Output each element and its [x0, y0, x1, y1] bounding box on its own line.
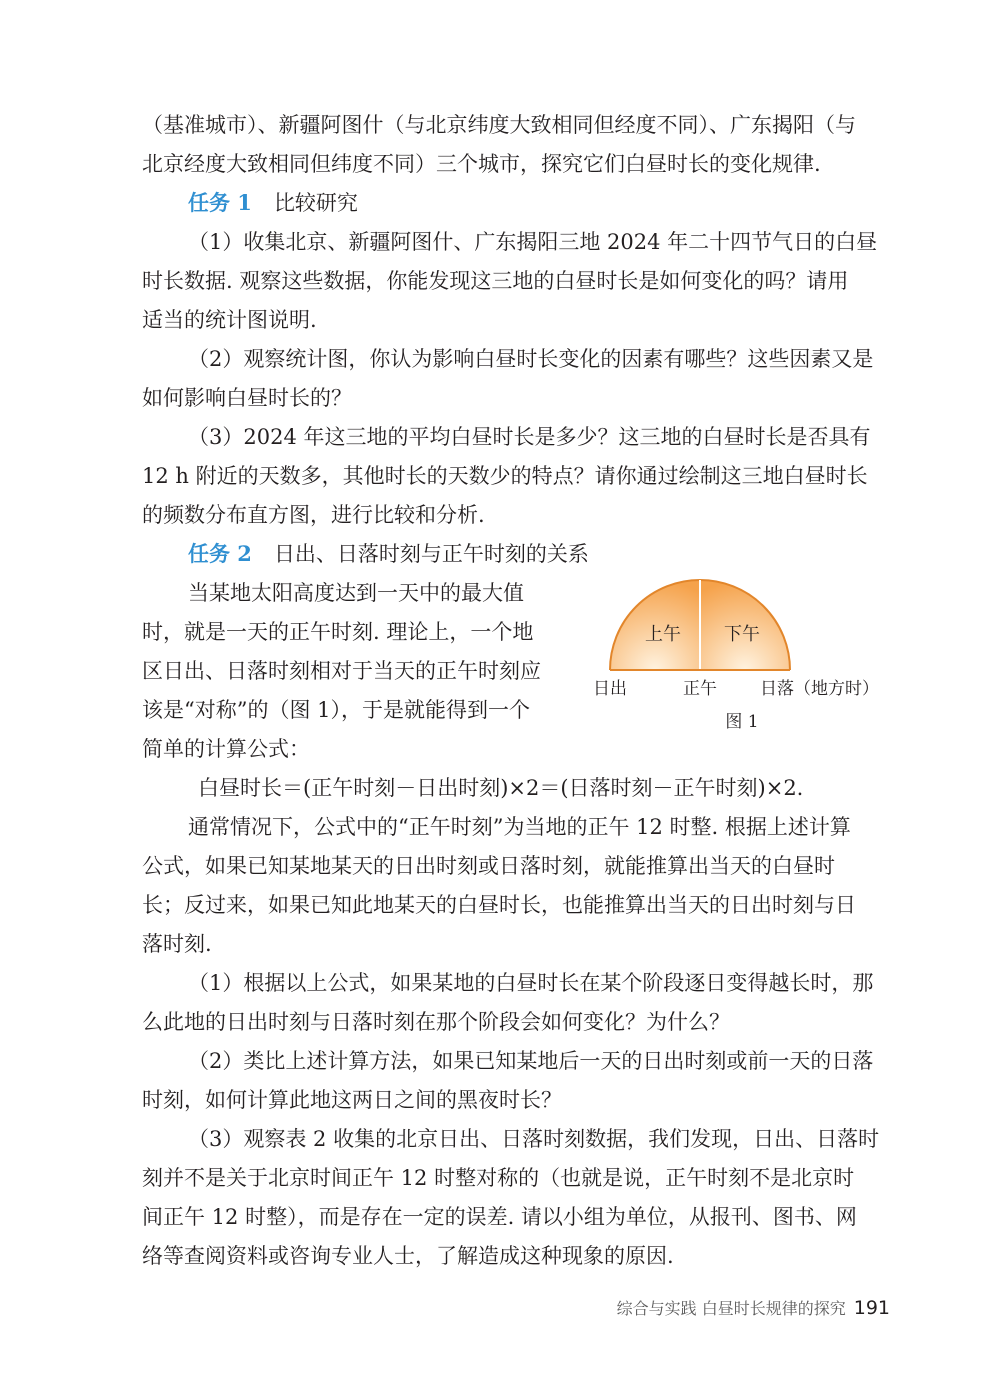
task2-q3-line: 间正午 12 时整），而是存在一定的误差. 请以小组为单位，从报刊、图书、网	[142, 1205, 857, 1229]
task1-title: 比较研究	[273, 191, 358, 215]
explanation-line: 长；反过来，如果已知此地某天的白昼时长，也能推算出当天的日出时刻与日	[142, 893, 856, 917]
explanation-line: 落时刻.	[142, 932, 212, 956]
sunset-label: 日落（地方时）	[760, 679, 879, 699]
task1-q2-line: 如何影响白昼时长的？	[142, 386, 352, 410]
task2-paragraph-line: 区日出、日落时刻相对于当天的正午时刻应	[142, 659, 541, 683]
daylight-formula: 白昼时长＝(正午时刻－日出时刻)×2＝(日落时刻－正午时刻)×2.	[198, 776, 804, 800]
task1-q1-line: 适当的统计图说明.	[142, 308, 317, 332]
noon-label: 正午	[683, 679, 717, 699]
explanation-line: 公式，如果已知某地某天的日出时刻或日落时刻，就能推算出当天的白昼时	[142, 854, 835, 878]
explanation-line: 通常情况下，公式中的“正午时刻”为当地的正午 12 时整. 根据上述计算	[188, 815, 851, 839]
task1-q3-line: 的频数分布直方图，进行比较和分析.	[142, 503, 485, 527]
page-number: 191	[853, 1297, 890, 1319]
task2-paragraph-line: 简单的计算公式：	[142, 737, 310, 761]
task2-q3-line: （3）观察表 2 收集的北京日出、日落时刻数据，我们发现，日出、日落时	[188, 1127, 880, 1151]
task2-paragraph-line: 该是“对称”的（图 1），于是就能得到一个	[142, 698, 531, 722]
figure-1-semicircle-diagram	[588, 570, 908, 740]
task1-q3-line: 12 h 附近的天数多，其他时长的天数少的特点？请你通过绘制这三地白昼时长	[142, 464, 868, 488]
task1-heading	[188, 188, 944, 218]
task2-paragraph-line: 当某地太阳高度达到一天中的最大值	[188, 581, 524, 605]
task1-q1-line: 时长数据. 观察这些数据，你能发现这三地的白昼时长是如何变化的吗？请用	[142, 269, 849, 293]
intro-line: 北京经度大致相同但纬度不同）三个城市，探究它们白昼时长的变化规律.	[142, 152, 821, 176]
task2-q3-line: 刻并不是关于北京时间正午 12 时整对称的（也就是说，正午时刻不是北京时	[142, 1166, 855, 1190]
figure-caption: 图 1	[725, 712, 759, 732]
intro-line: （基准城市）、新疆阿图什（与北京纬度大致相同但经度不同）、广东揭阳（与	[142, 113, 856, 137]
task2-q3-line: 络等查阅资料或咨询专业人士，了解造成这种现象的原因.	[142, 1244, 674, 1268]
task2-label: 任务 2	[188, 541, 252, 566]
task2-q2-line: （2）类比上述计算方法，如果已知某地后一天的日出时刻或前一天的日落	[188, 1049, 874, 1073]
running-footer-title: 综合与实践 白昼时长规律的探究	[616, 1299, 846, 1318]
page-footer	[560, 1296, 890, 1321]
task2-q1-line: 么此地的日出时刻与日落时刻在那个阶段会如何变化？为什么？	[142, 1010, 730, 1034]
task2-q2-line: 时刻，如何计算此地这两日之间的黑夜时长？	[142, 1088, 562, 1112]
task2-paragraph-line: 时，就是一天的正午时刻. 理论上，一个地	[142, 620, 534, 644]
task1-label: 任务 1	[188, 190, 252, 215]
task2-q1-line: （1）根据以上公式，如果某地的白昼时长在某个阶段逐日变得越长时，那	[188, 971, 874, 995]
afternoon-label: 下午	[724, 624, 760, 645]
sunrise-label: 日出	[593, 679, 627, 699]
task2-title: 日出、日落时刻与正午时刻的关系	[273, 542, 589, 566]
morning-label: 上午	[645, 624, 681, 645]
task2-heading	[188, 539, 944, 569]
task1-q1-line: （1）收集北京、新疆阿图什、广东揭阳三地 2024 年二十四节气日的白昼	[188, 230, 878, 254]
task1-q2-line: （2）观察统计图，你认为影响白昼时长变化的因素有哪些？这些因素又是	[188, 347, 874, 371]
task1-q3-line: （3）2024 年这三地的平均白昼时长是多少？这三地的白昼时长是否具有	[188, 425, 871, 449]
